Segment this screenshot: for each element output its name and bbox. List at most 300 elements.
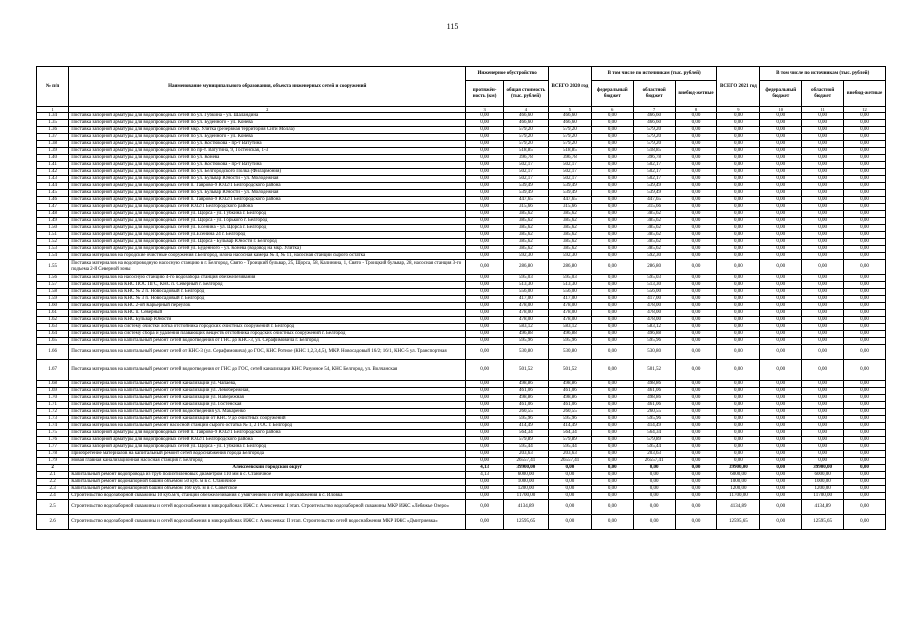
value-cell: 0,00	[760, 423, 802, 430]
value-cell: 12595,65	[717, 515, 760, 530]
index-cell: 2	[69, 107, 466, 113]
value-cell: 0,00	[591, 310, 633, 317]
value-cell: 0,00	[802, 451, 844, 458]
value-cell: 0,00	[844, 451, 886, 458]
header-reg-2020: областной бюджет	[633, 81, 675, 107]
value-cell: 0,00	[760, 458, 802, 465]
table-row	[37, 190, 886, 197]
value-cell: 0,00	[466, 204, 504, 211]
value-cell: 478,00	[503, 303, 548, 310]
row-number: 1.78	[37, 451, 69, 458]
value-cell: 0,00	[466, 169, 504, 176]
value-cell: 0,00	[633, 465, 675, 472]
table-row	[37, 324, 886, 331]
value-cell: 518,85	[633, 148, 675, 155]
value-cell: 315,66	[633, 204, 675, 211]
value-cell: 0,00	[591, 303, 633, 310]
value-cell: 0,00	[760, 486, 802, 493]
value-cell: 385,62	[633, 232, 675, 239]
row-name: Поставка материалов на капитальный ремонт насосной станции сырого остатка № 1, 2 ГОС г. Белгород	[69, 423, 466, 430]
value-cell: 385,62	[503, 239, 548, 246]
value-cell: 0,00	[675, 289, 717, 296]
value-cell: 385,62	[503, 225, 548, 232]
value-cell: 0,00	[675, 402, 717, 409]
financing-table-wrapper	[36, 66, 886, 530]
table-row	[37, 338, 886, 345]
value-cell: 518,85	[503, 148, 548, 155]
value-cell: 11700,00	[503, 493, 548, 500]
table-row	[37, 275, 886, 282]
table-body	[37, 113, 886, 530]
table-row	[37, 183, 886, 190]
value-cell: 0,00	[760, 218, 802, 225]
value-cell: 0,00	[675, 204, 717, 211]
value-cell: 39900,00	[503, 465, 548, 472]
row-name: Поставка запорной арматуры для водопроводных сетей по ул. Бульвар Юности - ул. Молодежная	[69, 190, 466, 197]
value-cell: 466,60	[633, 120, 675, 127]
value-cell: 0,00	[466, 303, 504, 310]
value-cell: 1200,00	[717, 486, 760, 493]
index-cell: 5	[548, 107, 591, 113]
value-cell: 260,55	[503, 409, 548, 416]
value-cell: 0,00	[591, 204, 633, 211]
value-cell: 203,63	[548, 451, 591, 458]
value-cell: 0,00	[675, 148, 717, 155]
value-cell: 0,00	[675, 416, 717, 423]
value-cell: 0,00	[591, 232, 633, 239]
row-name: Поставка запорной арматуры для водопроводных сетей по ул. Бульвар Юности - ул. Молодежная	[69, 176, 466, 183]
table-row	[37, 260, 886, 275]
value-cell: 286,80	[548, 260, 591, 275]
value-cell: 579,20	[633, 134, 675, 141]
row-name: Поставка материалов на КНС № 3 п. Новосадовый г. Белгород	[69, 296, 466, 303]
value-cell: 0,00	[844, 239, 886, 246]
value-cell: 0,00	[844, 289, 886, 296]
value-cell: 0,00	[717, 253, 760, 260]
value-cell: 595,03	[548, 275, 591, 282]
row-number: 1.40	[37, 155, 69, 162]
value-cell: 4134,89	[717, 500, 760, 515]
table-row	[37, 134, 886, 141]
value-cell: 0,00	[548, 515, 591, 530]
value-cell: 0,00	[844, 515, 886, 530]
value-cell: 0,00	[844, 211, 886, 218]
value-cell: 286,80	[633, 260, 675, 275]
table-row	[37, 232, 886, 239]
row-name: Поставка запорной арматуры для водопроводных сетей ул. Щорса - ул. Горького г. Белгород	[69, 218, 466, 225]
row-name: Приобретение материалов на капитальный ремонт сетей водоснабжения города Белгорода	[69, 451, 466, 458]
value-cell: 0,00	[675, 500, 717, 515]
value-cell: 0,00	[717, 148, 760, 155]
row-number: 1.35	[37, 120, 69, 127]
header-extra-2020: внебюд-жетные	[675, 81, 717, 107]
row-number: 1.38	[37, 141, 69, 148]
value-cell: 385,62	[503, 218, 548, 225]
value-cell: 0,00	[717, 360, 760, 381]
row-number: 1.47	[37, 204, 69, 211]
row-name: Поставка материалов на КНС Бульвар Юности	[69, 317, 466, 324]
value-cell: 1200,00	[802, 486, 844, 493]
value-cell: 0,00	[844, 134, 886, 141]
value-cell: 0,00	[844, 388, 886, 395]
row-name: Поставка запорной арматуры для водопроводных сетей по ул. Буденного - ул. Конева	[69, 120, 466, 127]
value-cell: 461,06	[633, 402, 675, 409]
value-cell: 502,17	[633, 162, 675, 169]
table-row	[37, 204, 886, 211]
row-name: Капитальный ремонт водонапорной башни объемом 160 куб. м в с. Советское	[69, 486, 466, 493]
table-row	[37, 310, 886, 317]
row-number: 1.52	[37, 239, 69, 246]
value-cell: 0,00	[591, 486, 633, 493]
row-name: Поставка запорной арматуры для водопроводных сетей ул. Есенина - ул. Щорса г. Белгород	[69, 225, 466, 232]
value-cell: 4,13	[466, 465, 504, 472]
value-cell: 0,00	[591, 127, 633, 134]
row-number: 1.41	[37, 162, 69, 169]
value-cell: 1000,00	[802, 479, 844, 486]
row-name: Поставка материалов на капитальный ремонт сетей от КНС-3 (ул. Серафимовича) до ГОС, КНС Ротное (КНС 1,2,3,4,5), МКР. Новосадовый 16/2; 16/1, КНС-5 ул. Транспортная	[69, 345, 466, 360]
value-cell: 539,49	[503, 183, 548, 190]
value-cell: 0,00	[802, 246, 844, 253]
value-cell: 556,00	[548, 289, 591, 296]
value-cell: 0,00	[717, 113, 760, 120]
row-number: 1.62	[37, 317, 69, 324]
value-cell: 0,00	[591, 197, 633, 204]
table-row	[37, 423, 886, 430]
value-cell: 0,00	[717, 437, 760, 444]
value-cell: 0,00	[802, 127, 844, 134]
value-cell: 0,00	[675, 134, 717, 141]
row-name: Новая главная канализационная насосная станция г. Белгород	[69, 458, 466, 465]
row-number: 1.51	[37, 232, 69, 239]
value-cell: 0,00	[717, 155, 760, 162]
value-cell: 0,00	[675, 430, 717, 437]
row-name: Поставка запорной арматуры для водопроводных сетей по ул. Буденного - ул. Конева	[69, 134, 466, 141]
row-number: 1.48	[37, 211, 69, 218]
value-cell: 579,20	[503, 127, 548, 134]
value-cell: 0,00	[591, 296, 633, 303]
value-cell: 498,86	[548, 395, 591, 402]
table-row	[37, 388, 886, 395]
value-cell: 592,30	[548, 253, 591, 260]
value-cell: 0,00	[760, 416, 802, 423]
row-name: Поставка материалов на КНС ПОС ПГС, КНС п. Северный г. Белгород	[69, 282, 466, 289]
value-cell: 0,00	[844, 155, 886, 162]
value-cell: 0,00	[466, 430, 504, 437]
value-cell: 0,00	[802, 176, 844, 183]
table-row	[37, 331, 886, 338]
value-cell: 0,00	[802, 197, 844, 204]
table-row	[37, 317, 886, 324]
value-cell: 0,00	[760, 409, 802, 416]
value-cell: 0,00	[633, 486, 675, 493]
value-cell: 564,34	[633, 430, 675, 437]
table-row	[37, 225, 886, 232]
value-cell: 0,00	[591, 479, 633, 486]
value-cell: 385,62	[548, 232, 591, 239]
value-cell: 0,00	[591, 381, 633, 388]
value-cell: 0,00	[844, 465, 886, 472]
value-cell: 0,00	[591, 338, 633, 345]
value-cell: 0,00	[844, 127, 886, 134]
row-number: 1.58	[37, 289, 69, 296]
value-cell: 26557,41	[548, 458, 591, 465]
value-cell: 0,00	[466, 381, 504, 388]
value-cell: 595,44	[633, 444, 675, 451]
row-name: Поставка запорной арматуры для водопроводных сетей ЮЗ2/1 Белгородского района	[69, 437, 466, 444]
header-fed-2021: федеральный бюджет	[760, 81, 802, 107]
value-cell: 0,00	[466, 409, 504, 416]
value-cell: 0,00	[844, 190, 886, 197]
value-cell: 0,00	[802, 232, 844, 239]
value-cell: 0,00	[591, 246, 633, 253]
row-name: Поставка материалов на капитальный ремонт сетей канализации ул. Набережная	[69, 395, 466, 402]
row-name: Поставка материалов на городские очистные сооружения г.Белгород, илона насосная камера № 4, № 11, насосная станции сырого остатка	[69, 253, 466, 260]
table-row	[37, 472, 886, 479]
value-cell: 0,00	[844, 141, 886, 148]
value-cell: 0,00	[675, 183, 717, 190]
value-cell: 0,00	[844, 395, 886, 402]
value-cell: 556,00	[633, 289, 675, 296]
value-cell: 0,00	[591, 162, 633, 169]
value-cell: 0,00	[844, 310, 886, 317]
row-name: Поставка запорной арматуры для водопроводных сетей мкр. Улитка (резервная территория Сити Молла)	[69, 127, 466, 134]
value-cell: 0,00	[591, 409, 633, 416]
value-cell: 0,00	[844, 197, 886, 204]
value-cell: 0,00	[717, 204, 760, 211]
row-number: 1.69	[37, 388, 69, 395]
value-cell: 0,00	[466, 134, 504, 141]
value-cell: 530,80	[503, 345, 548, 360]
value-cell: 0,00	[760, 296, 802, 303]
value-cell: 478,00	[503, 310, 548, 317]
value-cell: 0,00	[591, 148, 633, 155]
value-cell: 0,00	[760, 500, 802, 515]
value-cell: 579,20	[633, 141, 675, 148]
value-cell: 501,52	[548, 360, 591, 381]
value-cell: 0,00	[466, 437, 504, 444]
value-cell: 0,00	[760, 155, 802, 162]
row-name: Поставка материалов на капитальный ремонт сетей водоотведения от ГНС до КНС-3, ул. Серафимовича г. Белгород	[69, 338, 466, 345]
value-cell: 385,62	[633, 239, 675, 246]
value-cell: 530,80	[548, 345, 591, 360]
value-cell: 0,00	[802, 388, 844, 395]
value-cell: 564,34	[503, 430, 548, 437]
value-cell: 0,00	[844, 345, 886, 360]
value-cell: 0,00	[675, 345, 717, 360]
value-cell: 502,17	[503, 169, 548, 176]
table-row	[37, 148, 886, 155]
row-name: Поставка запорной арматуры для водопроводных сетей п. Таврово-9 ЮЗ2/1 Белгородского района	[69, 183, 466, 190]
value-cell: 595,96	[633, 416, 675, 423]
value-cell: 0,00	[548, 486, 591, 493]
value-cell: 461,06	[548, 388, 591, 395]
value-cell: 0,00	[591, 317, 633, 324]
row-number: 1.74	[37, 423, 69, 430]
header-name: Наименование муниципального образования, объекта инженерных сетей и сооружений	[69, 67, 466, 107]
value-cell: 0,00	[591, 176, 633, 183]
value-cell: 0,00	[760, 260, 802, 275]
value-cell: 0,00	[844, 113, 886, 120]
value-cell: 0,00	[844, 225, 886, 232]
value-cell: 0,00	[675, 388, 717, 395]
row-number: 2.1	[37, 472, 69, 479]
value-cell: 0,00	[466, 260, 504, 275]
value-cell: 0,00	[591, 211, 633, 218]
table-row	[37, 458, 886, 465]
value-cell: 0,00	[466, 120, 504, 127]
value-cell: 0,00	[466, 218, 504, 225]
header-total-cost: общая стоимость (тыс. рублей)	[503, 81, 548, 107]
value-cell: 0,00	[844, 282, 886, 289]
header-fed-2020: федеральный бюджет	[591, 81, 633, 107]
value-cell: 385,62	[548, 211, 591, 218]
row-number: 2.4	[37, 493, 69, 500]
value-cell: 518,85	[548, 148, 591, 155]
value-cell: 0,00	[760, 197, 802, 204]
table-row	[37, 141, 886, 148]
row-number: 2.5	[37, 500, 69, 515]
index-cell: 6	[591, 107, 633, 113]
value-cell: 498,86	[503, 395, 548, 402]
row-name: Поставка запорной арматуры для водопроводных сетей ул. Щорса - ул. Губкина г. Белгород	[69, 444, 466, 451]
value-cell: 0,00	[760, 253, 802, 260]
value-cell: 414,49	[503, 423, 548, 430]
value-cell: 0,00	[675, 515, 717, 530]
value-cell: 0,00	[844, 360, 886, 381]
value-cell: 579,20	[548, 141, 591, 148]
value-cell: 0,00	[844, 120, 886, 127]
row-name: Поставка запорной арматуры для водопроводных сетей п. Таврово-9 ЮЗ2/1 Белгородского района	[69, 430, 466, 437]
value-cell: 0,00	[675, 176, 717, 183]
value-cell: 0,00	[675, 260, 717, 275]
value-cell: 595,96	[548, 416, 591, 423]
value-cell: 0,00	[844, 479, 886, 486]
value-cell: 0,00	[717, 345, 760, 360]
value-cell: 0,00	[466, 388, 504, 395]
row-number: 1.67	[37, 360, 69, 381]
value-cell: 0,00	[760, 148, 802, 155]
value-cell: 26557,41	[633, 458, 675, 465]
header-length: протяжён-ность (км)	[466, 81, 504, 107]
value-cell: 0,00	[591, 169, 633, 176]
value-cell: 0,00	[802, 148, 844, 155]
value-cell: 0,00	[717, 225, 760, 232]
value-cell: 0,00	[760, 120, 802, 127]
value-cell: 0,00	[675, 218, 717, 225]
value-cell: 1200,00	[503, 486, 548, 493]
value-cell: 0,00	[760, 479, 802, 486]
value-cell: 579,20	[633, 127, 675, 134]
row-number: 1.73	[37, 416, 69, 423]
value-cell: 0,00	[802, 338, 844, 345]
row-name: Поставка материалов на капитальный ремонт сетей водоотведения ул. Макаренко	[69, 409, 466, 416]
value-cell: 260,55	[548, 409, 591, 416]
value-cell: 0,00	[466, 493, 504, 500]
value-cell: 579,89	[548, 437, 591, 444]
value-cell: 396,78	[503, 155, 548, 162]
index-cell: 4	[503, 107, 548, 113]
value-cell: 0,00	[717, 430, 760, 437]
table-row	[37, 197, 886, 204]
row-number: 1.54	[37, 253, 69, 260]
value-cell: 466,60	[633, 113, 675, 120]
value-cell: 0,00	[717, 190, 760, 197]
value-cell: 0,00	[717, 296, 760, 303]
table-row	[37, 113, 886, 120]
value-cell: 0,00	[802, 155, 844, 162]
value-cell: 0,00	[760, 183, 802, 190]
value-cell: 0,00	[802, 331, 844, 338]
row-name: Поставка материалов на капитальный ремонт сетей водоотведения от ГНС до ГОС, сетей канализации КНС Разумное 54, КНС Белгород, ул. Волчанская	[69, 360, 466, 381]
value-cell: 478,00	[633, 310, 675, 317]
row-name: Поставка запорной арматуры для водопроводных сетей по ул. Губкина - ул. Шаландина	[69, 113, 466, 120]
value-cell: 0,00	[675, 162, 717, 169]
value-cell: 0,00	[591, 183, 633, 190]
value-cell: 0,00	[802, 260, 844, 275]
row-number: 2.3	[37, 486, 69, 493]
header-total-2020: ВСЕГО 2020 год	[548, 67, 591, 107]
row-name: Поставка материалов на капитальный ремонт сетей канализации ул. Гостенская	[69, 402, 466, 409]
value-cell: 0,00	[466, 360, 504, 381]
index-cell: 11	[802, 107, 844, 113]
value-cell: 0,00	[633, 500, 675, 515]
row-name: Поставка материалов на КНС 2-ой Карьерный переулок	[69, 303, 466, 310]
value-cell: 0,00	[802, 423, 844, 430]
value-cell: 0,00	[675, 437, 717, 444]
value-cell: 0,00	[717, 409, 760, 416]
row-number: 1.56	[37, 275, 69, 282]
value-cell: 203,63	[633, 451, 675, 458]
row-number: 1.65	[37, 338, 69, 345]
value-cell: 579,20	[548, 134, 591, 141]
value-cell: 0,00	[717, 232, 760, 239]
row-number: 1.75	[37, 430, 69, 437]
value-cell: 0,00	[466, 423, 504, 430]
value-cell: 0,00	[802, 218, 844, 225]
value-cell: 0,00	[844, 338, 886, 345]
table-row	[37, 218, 886, 225]
value-cell: 0,00	[717, 183, 760, 190]
value-cell: 0,00	[466, 296, 504, 303]
table-row	[37, 395, 886, 402]
value-cell: 0,00	[675, 232, 717, 239]
value-cell: 0,00	[717, 282, 760, 289]
value-cell: 0,00	[675, 225, 717, 232]
value-cell: 11700,00	[802, 493, 844, 500]
value-cell: 539,49	[633, 190, 675, 197]
value-cell: 0,00	[717, 338, 760, 345]
value-cell: 417,00	[548, 296, 591, 303]
index-cell: 10	[760, 107, 802, 113]
value-cell: 0,00	[466, 211, 504, 218]
table-row	[37, 360, 886, 381]
value-cell: 0,00	[466, 345, 504, 360]
table-row	[37, 155, 886, 162]
value-cell: 0,00	[844, 317, 886, 324]
financing-table	[36, 66, 886, 530]
value-cell: 0,00	[591, 155, 633, 162]
value-cell: 385,62	[633, 225, 675, 232]
value-cell: 0,00	[717, 451, 760, 458]
value-cell: 385,62	[503, 232, 548, 239]
value-cell: 0,00	[466, 324, 504, 331]
value-cell: 0,00	[760, 388, 802, 395]
value-cell: 0,00	[591, 141, 633, 148]
value-cell: 0,00	[548, 479, 591, 486]
value-cell: 595,03	[503, 275, 548, 282]
value-cell: 0,00	[717, 416, 760, 423]
row-name: Поставка запорной арматуры для водопроводных сетей ул. Буденного - ул. Конева (водовод на мкр. Улитка)	[69, 246, 466, 253]
